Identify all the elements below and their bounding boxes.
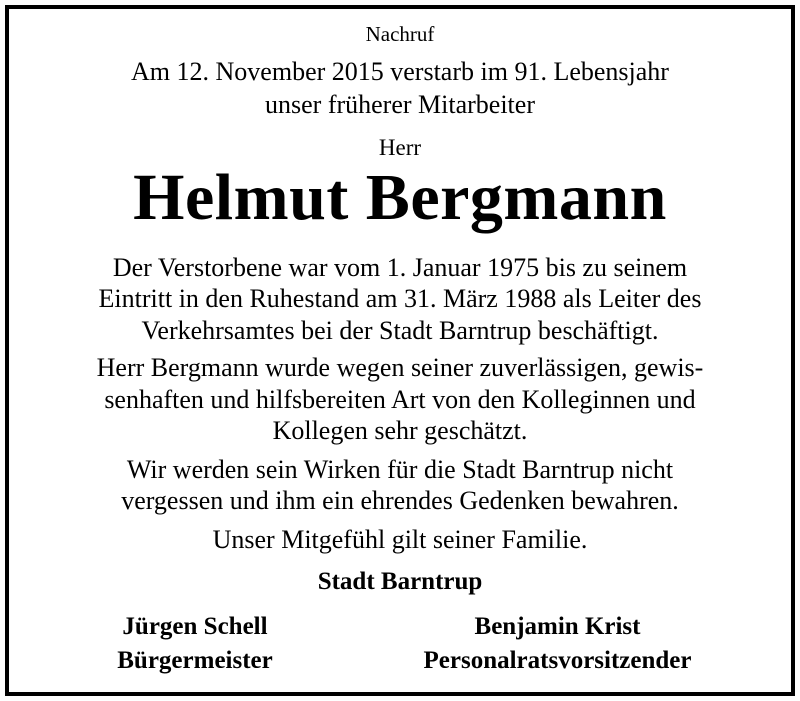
paragraph-3-line-1: Wir werden sein Wirken für die Stadt Barntrup nicht [126, 455, 674, 484]
signatory-1-name: Jürgen Schell [122, 613, 268, 640]
paragraph-2-line-1: Herr Bergmann wurde wegen seiner zuverlässigen, gewis- [96, 353, 704, 382]
paragraph-1-line-1: Der Verstorbene war vom 1. Januar 1975 bis zu seinem [112, 253, 688, 282]
intro-line-2: unser früherer Mitarbeiter [265, 90, 535, 119]
paragraph-4: Unser Mitgefühl gilt seiner Familie. [212, 525, 588, 554]
paragraph-1-line-3: Verkehrsamtes bei der Stadt Barntrup beschäftigt. [141, 316, 659, 345]
salutation: Herr [378, 135, 422, 160]
intro-line-1: Am 12. November 2015 verstarb im 91. Lebensjahr [131, 57, 669, 86]
paragraph-2-line-3: Kollegen sehr geschätzt. [272, 416, 528, 445]
paragraph-3-line-2: vergessen und ihm ein ehrendes Gedenken bewahren. [121, 486, 679, 515]
organization-name: Stadt Barntrup [317, 568, 483, 595]
signatory-2-title: Personalratsvorsitzender [423, 647, 692, 674]
signatory-2-name: Benjamin Krist [474, 613, 641, 640]
paragraph-1-line-2: Eintritt in den Ruhestand am 31. März 1988 als Leiter des [98, 284, 702, 313]
signatory-1-title: Bürgermeister [117, 647, 273, 674]
notice-heading: Nachruf [365, 22, 435, 46]
deceased-name: Helmut Bergmann [133, 161, 667, 234]
paragraph-2-line-2: senhaften und hilfsbereiten Art von den Kolleginnen und [104, 385, 696, 414]
